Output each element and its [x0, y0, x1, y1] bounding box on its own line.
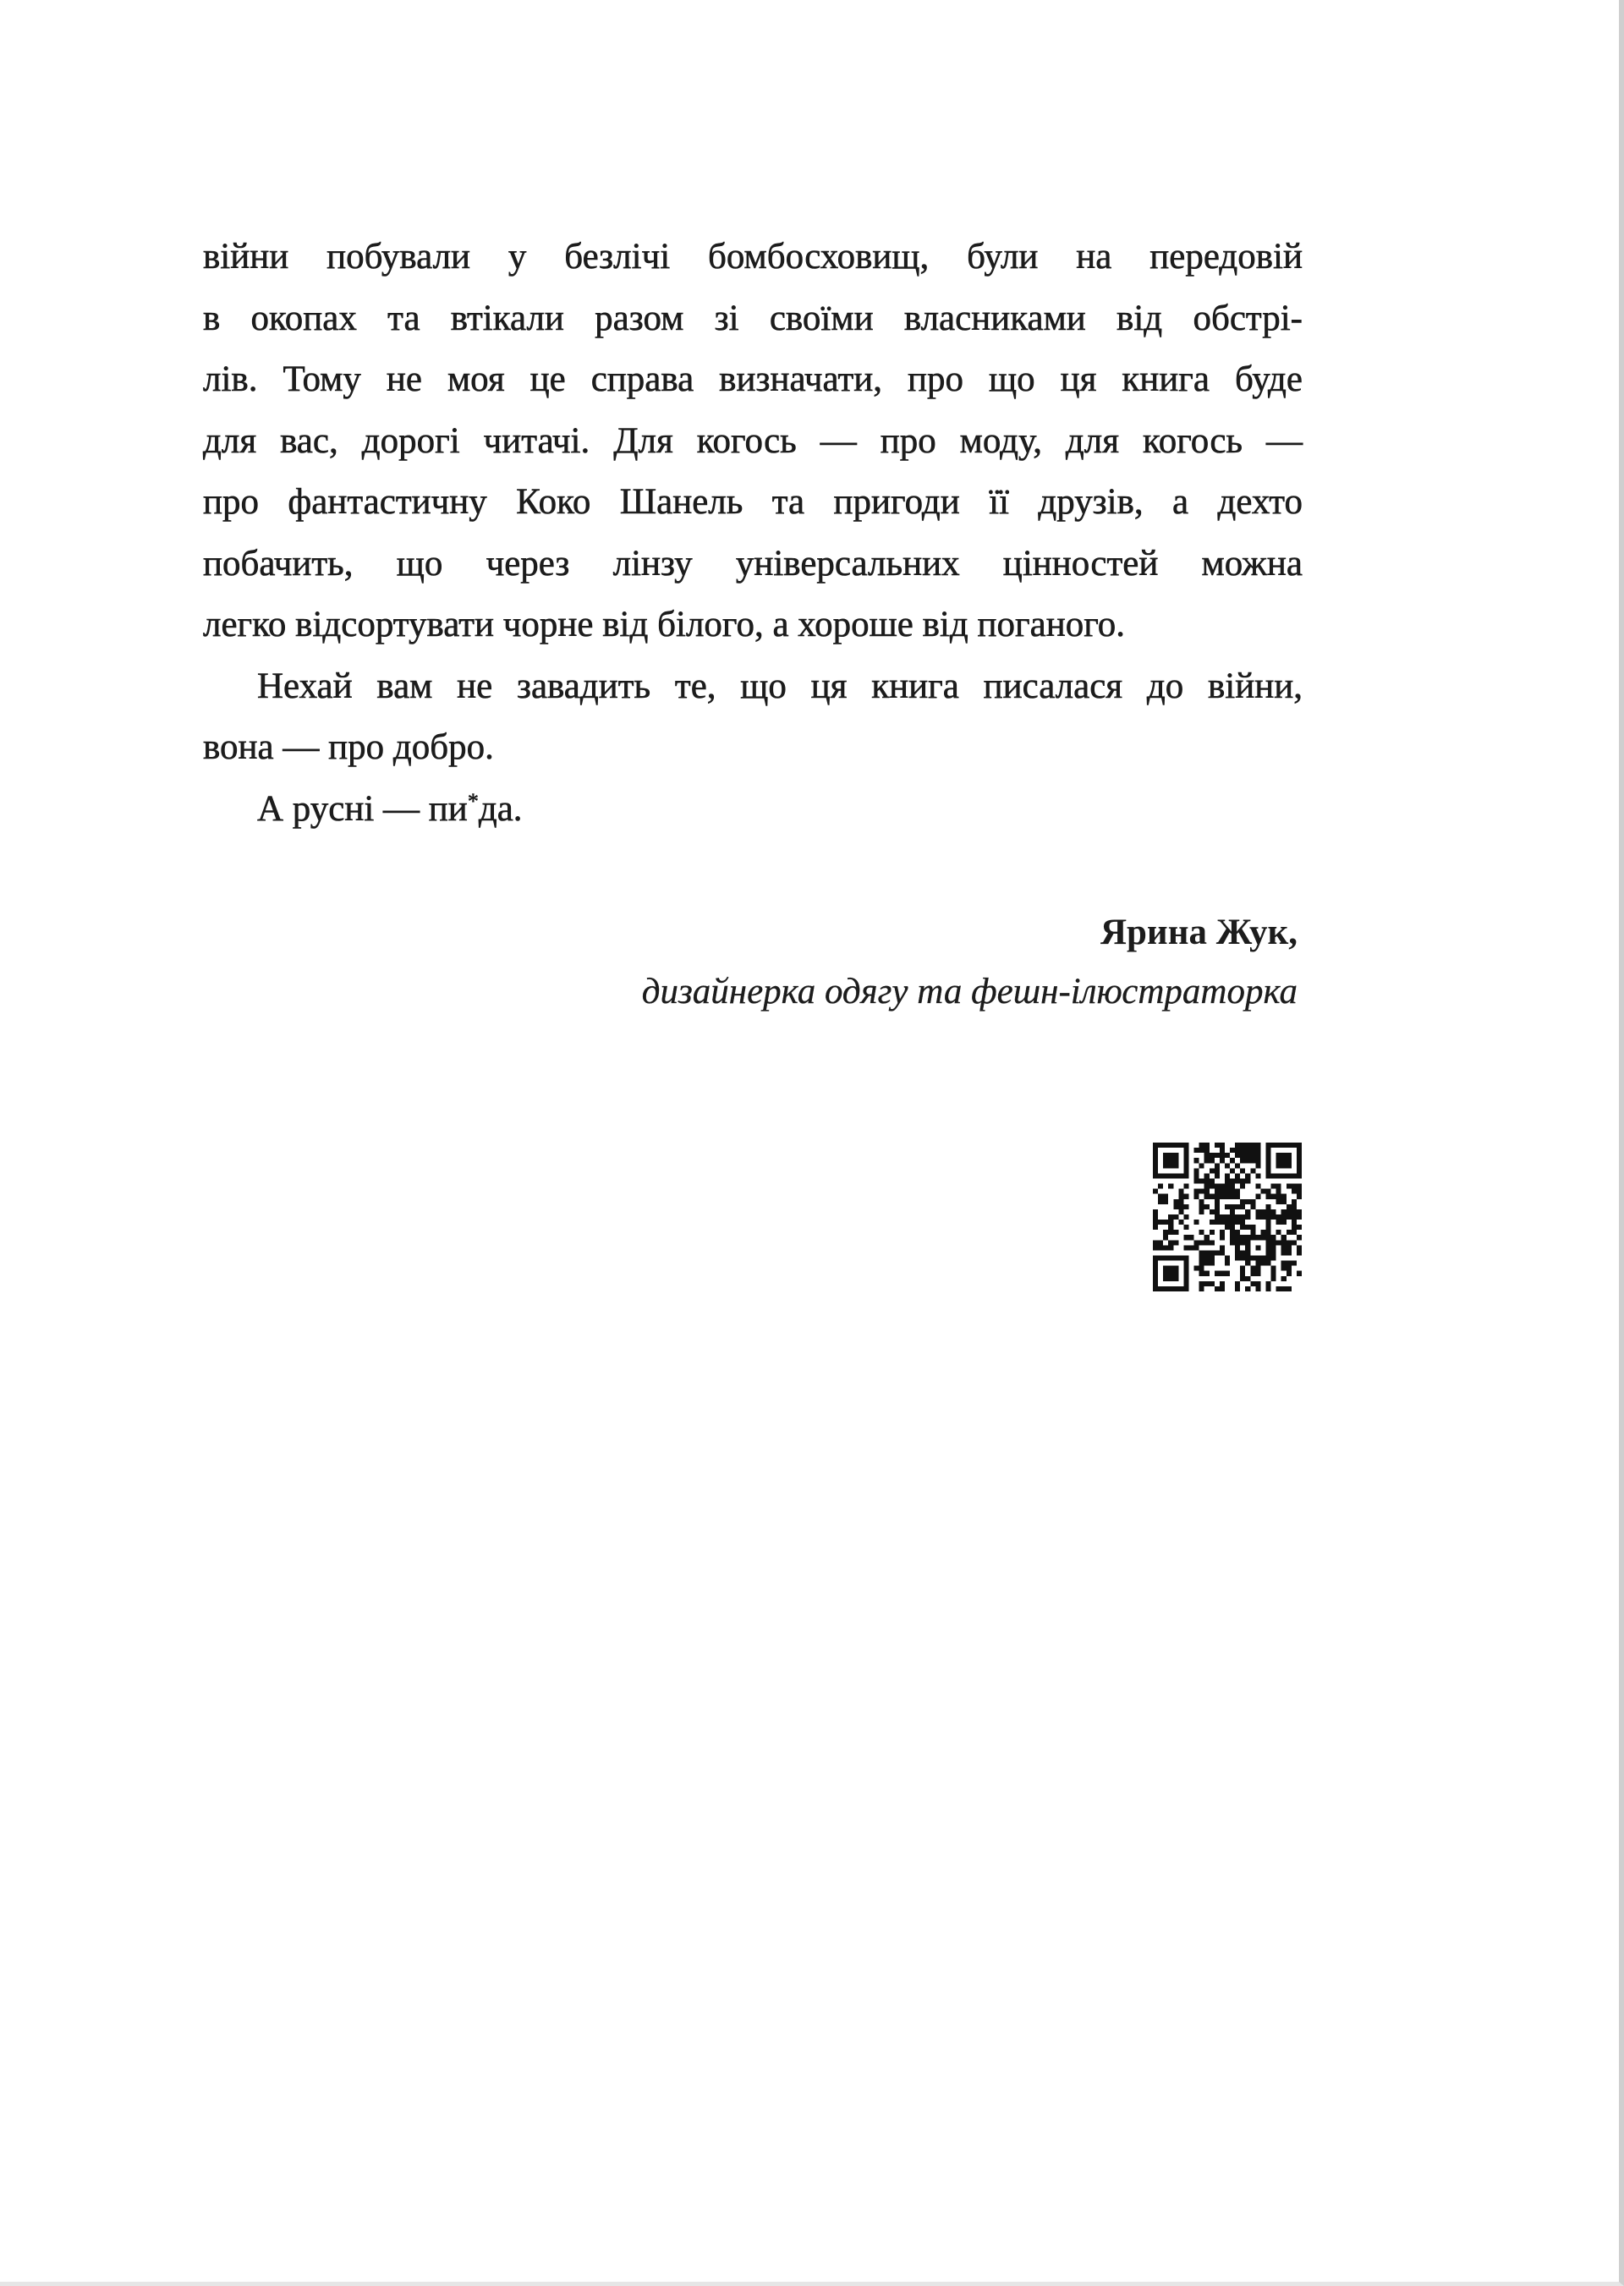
- text-line-9: вона — про добро.: [203, 727, 494, 767]
- text-line-7: легко відсортувати чорне від білого, а хороше від поганого.: [203, 605, 1126, 644]
- text-line-2: в окопах та втікали разом зі своїми власниками від обстрі-: [203, 298, 1303, 338]
- body-text: [203, 227, 1303, 840]
- text-line-5: про фантастичну Коко Шанель та пригоди її друзів, а дехто: [203, 482, 1303, 522]
- closing-text-after: да.: [478, 788, 523, 829]
- author-name: Ярина Жук,: [1100, 913, 1298, 952]
- text-line-1: війни побували у безлічі бомбосховищ, були на передовій: [203, 237, 1303, 277]
- text-line-3: лів. Тому не моя це справа визначати, про що ця книга буде: [203, 359, 1303, 399]
- author-role: дизайнерка одягу та фешн-ілюстраторка: [641, 972, 1298, 1011]
- text-line-8: Нехай вам не завадить те, що ця книга писалася до війни,: [257, 666, 1303, 706]
- signature: [642, 903, 1298, 1022]
- closing-text-before: А русні — пи: [257, 788, 468, 829]
- text-line-4: для вас, дорогі читачі. Для когось — про моду, для когось —: [203, 420, 1303, 461]
- qr-code-icon[interactable]: [1153, 1143, 1302, 1291]
- closing-line: [203, 779, 1303, 841]
- censor-asterisk: *: [467, 788, 479, 814]
- text-line-6: побачить, що через лінзу універсальних цінностей можна: [203, 543, 1303, 584]
